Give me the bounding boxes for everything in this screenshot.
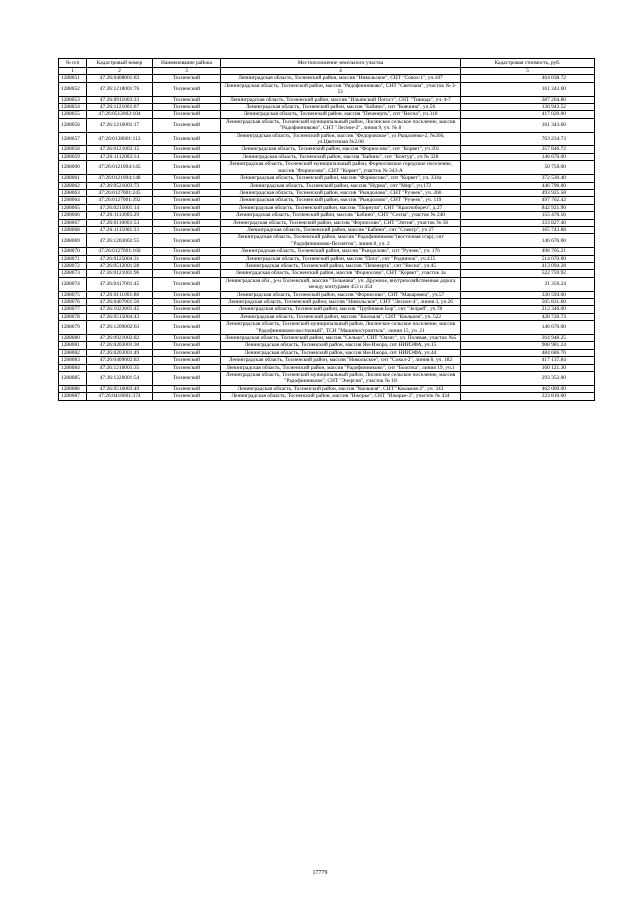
cadastral-number: 47:26:0203001:30 xyxy=(87,342,153,349)
column-number-3: 3 xyxy=(153,68,221,75)
table-row xyxy=(59,226,595,233)
column-number-1: 1 xyxy=(59,68,87,75)
cadastral-value: 161 343.60 xyxy=(461,118,595,132)
table-body xyxy=(59,75,595,400)
land-location: Ленинградская область, Тосненский район, массив "Форносово", снт "Корвет", уч 201 xyxy=(221,146,461,153)
district-name: Тосненский xyxy=(153,255,221,262)
row-number: 1288059 xyxy=(59,153,87,160)
cadastral-number: 47:26:0127001:392 xyxy=(87,197,153,204)
land-location: Ленинградская область, Тосненский район, массив "Рындолово", СНТ "Ручеек", уч. 119 xyxy=(221,197,461,204)
row-number: 1288080 xyxy=(59,335,87,342)
cadastral-value: 212 346.00 xyxy=(461,306,595,313)
row-number: 1288079 xyxy=(59,321,87,335)
cadastral-value: 333 810.00 xyxy=(461,393,595,400)
table-row xyxy=(59,182,595,189)
row-number: 1288058 xyxy=(59,146,87,153)
district-name: Тосненский xyxy=(153,234,221,248)
cadastral-value: 763 234.73 xyxy=(461,132,595,146)
row-number: 1288074 xyxy=(59,277,87,291)
land-location: Ленинградская область, Тосненский муниципальный район, Лисинское сельское поселение, массив "Радофинниково", СНТ "Энергия", участок № 18 xyxy=(221,372,461,386)
district-name: Тосненский xyxy=(153,313,221,320)
cadastral-number: 47:26:0416001:374 xyxy=(87,393,153,400)
table-row xyxy=(59,364,595,371)
land-location: Ленинградская область, Тосненский муниципальный район, Форносовское городское поселение, массив "Форносово", СНТ "Корвет", участок № 343-А xyxy=(221,161,461,175)
row-number: 1288077 xyxy=(59,306,87,313)
page-number: 17779 xyxy=(312,870,328,876)
district-name: Тосненский xyxy=(153,104,221,111)
district-name: Тосненский xyxy=(153,372,221,386)
cadastral-value: 446 790.00 xyxy=(461,182,595,189)
district-name: Тосненский xyxy=(153,96,221,103)
cadastral-number: 47:26:0512002:104 xyxy=(87,111,153,118)
cadastral-number: 47:26:0409002:83 xyxy=(87,357,153,364)
column-number-2: 2 xyxy=(87,68,153,75)
table-row xyxy=(59,146,595,153)
cadastral-value: 136 943.52 xyxy=(461,104,595,111)
land-location: Ленинградская область, Тосненский район, массив "Трубников Бор", снт "Зелрей", уч.78 xyxy=(221,306,461,313)
table-row xyxy=(59,96,595,103)
land-location: Ленинградская область, Тосненский район, массив "Ижорье", СНТ "Ижорье-3", участок № 434 xyxy=(221,393,461,400)
table-row xyxy=(59,197,595,204)
table-row xyxy=(59,189,595,196)
land-location: Ленинградская область, Тосненский район, массив "Бабино", СНТ "Сосна", участок № 240 xyxy=(221,212,461,219)
table-row xyxy=(59,161,595,175)
district-name: Тосненский xyxy=(153,248,221,255)
table-row xyxy=(59,219,595,226)
cadastral-value: 908 981.24 xyxy=(461,342,595,349)
header-cadastral-number: Кадастровый номер xyxy=(87,59,153,68)
cadastral-number: 47:26:0215001:14 xyxy=(87,204,153,211)
district-name: Тосненский xyxy=(153,262,221,269)
row-number: 1288062 xyxy=(59,182,87,189)
land-location: Ленинградская область, Тосненский район, массив "Форносово", СНТ "Корвет", участок 3а xyxy=(221,270,461,277)
land-location: Ленинградская область, Тосненский район, массив "Радофинниково", снт "Болотка", линия 19, уч.1 xyxy=(221,364,461,371)
district-name: Тосненский xyxy=(153,342,221,349)
row-number: 1288075 xyxy=(59,291,87,298)
cadastral-value: 161 343.60 xyxy=(461,82,595,96)
row-number: 1288051 xyxy=(59,75,87,82)
cadastral-number: 47:26:0921002:82 xyxy=(87,335,153,342)
land-location: Ленинградская область, Тосненский район, массив "Бабино", снт "Спектр", уч 27 xyxy=(221,226,461,233)
district-name: Тосненский xyxy=(153,226,221,233)
table-row xyxy=(59,335,595,342)
land-location: Ленинградская область, Тосненский район, массив "Бабино", снт "Контур", уч № 328 xyxy=(221,153,461,160)
cadastral-value: 413 094.28 xyxy=(461,262,595,269)
cadastral-number: 47:26:1210003:35 xyxy=(87,364,153,371)
land-location: Ленинградская область, Тосненский муниципальный район, Лисинское сельское поселение, массив "Радофинниково", СНТ "Лесное-2", линия 9, уч. № 8 xyxy=(221,118,461,132)
cadastral-number: 47:26:0516003:49 xyxy=(87,385,153,392)
cadastral-number: 47:26:1209002:63 xyxy=(87,321,153,335)
land-location: Ленинградская область, Тосненский район, массив "Никольское", снт "Сокол-2", линия 8, уч. 182 xyxy=(221,357,461,364)
district-name: Тосненский xyxy=(153,385,221,392)
cadastral-number: 47:26:1203002:55 xyxy=(87,234,153,248)
district-name: Тосненский xyxy=(153,132,221,146)
row-number: 1288085 xyxy=(59,372,87,386)
district-name: Тосненский xyxy=(153,306,221,313)
cadastral-value: 505 831.60 xyxy=(461,299,595,306)
district-name: Тосненский xyxy=(153,299,221,306)
district-name: Тосненский xyxy=(153,335,221,342)
table-row xyxy=(59,82,595,96)
land-location: Ленинградская область, Тосненский район, массив "Ильинский Погост", СНТ "Тишода", уч. 4-7 xyxy=(221,96,461,103)
cadastral-number: 47:26:1113005:29 xyxy=(87,212,153,219)
cadastral-value: 146 676.00 xyxy=(461,321,595,335)
land-location: Ленинградская область, Тосненский район, массив "Радофинниково"(восточная сгар), снт "Радофинниково-Песнятон", линия 8, уч. 2 xyxy=(221,234,461,248)
district-name: Тосненский xyxy=(153,75,221,82)
table-row xyxy=(59,349,595,356)
row-number: 1288066 xyxy=(59,212,87,219)
row-number: 1288083 xyxy=(59,357,87,364)
row-number: 1288069 xyxy=(59,234,87,248)
land-location: Ленинградская область, Тосненский район, массив "Рындолово", СНТ "Ручеек", уч. 266 xyxy=(221,189,461,196)
row-number: 1288076 xyxy=(59,299,87,306)
cadastral-value: 514 070.00 xyxy=(461,255,595,262)
table-row xyxy=(59,212,595,219)
table-row xyxy=(59,372,595,386)
row-number: 1288054 xyxy=(59,104,87,111)
cadastral-number: 47:26:1112003:14 xyxy=(87,153,153,160)
cadastral-value: 357 846.72 xyxy=(461,146,595,153)
cadastral-number: 47:26:1218001:76 xyxy=(87,82,153,96)
row-number: 1288052 xyxy=(59,82,87,96)
land-location: Ленинградская область, Тосненский район, массив "Нурма", снт "Мир", уч.172 xyxy=(221,182,461,189)
header-location: Местоположение земельного участка xyxy=(221,59,461,68)
district-name: Тосненский xyxy=(153,270,221,277)
district-name: Тосненский xyxy=(153,118,221,132)
district-name: Тосненский xyxy=(153,161,221,175)
cadastral-value: 496 705.21 xyxy=(461,248,595,255)
land-location: Ленинградская область, Тосненский район, массив "Порнуля", СНТ "Краснобореч", д.27 xyxy=(221,204,461,211)
cadastral-value: 155 476.56 xyxy=(461,212,595,219)
row-number: 1288063 xyxy=(59,189,87,196)
row-number: 1288068 xyxy=(59,226,87,233)
table-row xyxy=(59,75,595,82)
cadastral-number: 47:26:0121003:15 xyxy=(87,146,153,153)
cadastral-value: 484 686.76 xyxy=(461,349,595,356)
land-location: Ленинградская область, Тосненский район, массив "Печенерть", снт "Весна", уч.310 xyxy=(221,111,461,118)
land-location: Ленинградская область, Тосненский район, массив "Кюльяля", СНТ "Кюльяля", уч. 522 xyxy=(221,313,461,320)
district-name: Тосненский xyxy=(153,197,221,204)
district-name: Тосненский xyxy=(153,111,221,118)
cadastral-value: 464 038.72 xyxy=(461,75,595,82)
land-location: Ленинградская область, Тосненский район, массив Ям-Ижора, снт НИИЭФА, уч.44 xyxy=(221,349,461,356)
table-row xyxy=(59,175,595,182)
cadastral-number: 47:26:0911003:33 xyxy=(87,96,153,103)
row-number: 1288060 xyxy=(59,161,87,175)
land-location: Ленинградская область, Тосненский район, массив "Никольское", СНТ "Сокол-1", уч.187 xyxy=(221,75,461,82)
cadastral-number: 47:26:0408001:83 xyxy=(87,75,153,82)
land-location: Ленинградская область, Тосненский район, массив "Сельцо", СНТ "Оазис", ул. Полевая, участок №5 xyxy=(221,335,461,342)
cadastral-value: 462 000.00 xyxy=(461,385,595,392)
land-location: Ленинградская область, Тосненский район, массив "Бабино", снт "Ковчина", уч.56 xyxy=(221,104,461,111)
table-row xyxy=(59,357,595,364)
cadastral-number: 47:26:1220001:54 xyxy=(87,372,153,386)
column-number-4: 4 xyxy=(221,68,461,75)
cadastral-value: 160 121.30 xyxy=(461,364,595,371)
cadastral-number: 47:26:0203001:49 xyxy=(87,349,153,356)
table-row xyxy=(59,153,595,160)
row-number: 1288081 xyxy=(59,342,87,349)
column-number-5: 5 xyxy=(461,68,595,75)
cadastral-number: 47:26:0512001:28 xyxy=(87,262,153,269)
cadastral-number: 47:26:1121001:67 xyxy=(87,104,153,111)
land-location: Ленинградская область, Тосненский район, массив "Погл", снт "Родничок", уч.415 xyxy=(221,255,461,262)
land-location: Ленинградская область, Тосненский район, массив "Федоровское", ул Рыцаленко-2, №266, ул.Цветочная №2.08 xyxy=(221,132,461,146)
table-row xyxy=(59,291,595,298)
cadastral-number: 47:26:0127001:160 xyxy=(87,248,153,255)
cadastral-value: 50 750.00 xyxy=(461,161,595,175)
land-location: Ленинградская область, Тосненский район, массив "Форносово", СНТ "Макаровец", уч.57 xyxy=(221,291,461,298)
header-value: Кадастровая стоимость, руб. xyxy=(461,59,595,68)
land-location: Ленинградская область, Тосненский район, массив Ям-Ижора, снт НИИЭФА, уч.15 xyxy=(221,342,461,349)
row-number: 1288061 xyxy=(59,175,87,182)
table-header xyxy=(59,59,595,75)
cadastral-number: 47:26:0125004:31 xyxy=(87,255,153,262)
row-number: 1288056 xyxy=(59,118,87,132)
cadastral-value: 522 759.92 xyxy=(461,270,595,277)
table-row xyxy=(59,234,595,248)
table-row xyxy=(59,104,595,111)
row-number: 1288053 xyxy=(59,96,87,103)
land-location: Ленинградская область, Тосненский район, массив "Кюльяля", СНТ "Кюльяля-2", уч. 343 xyxy=(221,385,461,392)
cadastral-number: 47:26:0521003:73 xyxy=(87,182,153,189)
cadastral-number: 47:26:1115001:33 xyxy=(87,226,153,233)
cadastral-number: 47:26:0407001:50 xyxy=(87,299,153,306)
cadastral-value: 387 264.80 xyxy=(461,96,595,103)
cadastral-value: 264 948.25 xyxy=(461,335,595,342)
table-row xyxy=(59,277,595,291)
district-name: Тосненский xyxy=(153,393,221,400)
table-row xyxy=(59,385,595,392)
district-name: Тосненский xyxy=(153,291,221,298)
table-row xyxy=(59,393,595,400)
cadastral-number: 47:26:1216001:17 xyxy=(87,118,153,132)
row-number: 1288082 xyxy=(59,349,87,356)
table-row xyxy=(59,204,595,211)
district-name: Тосненский xyxy=(153,175,221,182)
cadastral-value: 417 020.00 xyxy=(461,111,595,118)
cadastral-value: 428 720.73 xyxy=(461,313,595,320)
cadastral-number: 47:26:1023001:45 xyxy=(87,306,153,313)
district-name: Тосненский xyxy=(153,212,221,219)
district-name: Тосненский xyxy=(153,349,221,356)
cadastral-value: 842 921.90 xyxy=(461,204,595,211)
cadastral-value: 493 925.58 xyxy=(461,189,595,196)
table-row xyxy=(59,313,595,320)
row-number: 1288057 xyxy=(59,132,87,146)
row-number: 1288078 xyxy=(59,313,87,320)
header-num: № п/п xyxy=(59,59,87,68)
table-row xyxy=(59,248,595,255)
land-location: Ленинградская область, Тосненский район, массив "Печенерть", снт "Весна", уч.45 xyxy=(221,262,461,269)
table-row xyxy=(59,262,595,269)
cadastral-number: 47:26:0121001:96 xyxy=(87,270,153,277)
cadastral-number: 47:26:0138001:112 xyxy=(87,132,153,146)
cadastral-value: 333 827.40 xyxy=(461,219,595,226)
land-location: Ленинградская обл., р-н Тосненский, массив "Тельмана", уч. Дружное, внутрихозяйственная дорога между контурами 453 и 454 xyxy=(221,277,461,291)
cadastral-value: 146 676.00 xyxy=(461,234,595,248)
cadastral-number: 47:26:0127001:245 xyxy=(87,189,153,196)
table-row xyxy=(59,132,595,146)
district-name: Тосненский xyxy=(153,189,221,196)
district-name: Тосненский xyxy=(153,182,221,189)
row-number: 1288055 xyxy=(59,111,87,118)
cadastral-number: 47:26:0121004:148 xyxy=(87,175,153,182)
district-name: Тосненский xyxy=(153,219,221,226)
cadastral-value: 372 530.40 xyxy=(461,175,595,182)
cadastral-value: 146 676.00 xyxy=(461,153,595,160)
row-number: 1288087 xyxy=(59,393,87,400)
cadastral-number: 47:26:0417001:45 xyxy=(87,277,153,291)
cadastral-value: 165 743.88 xyxy=(461,226,595,233)
cadastral-value: 330 594.00 xyxy=(461,291,595,298)
district-name: Тосненский xyxy=(153,277,221,291)
land-location: Ленинградская область, Тосненский муниципальный район, Лисинское сельское поселение, массив "Радофинниково-восточный", ТСН "Машиностроитель", линия 15, уч. 21 xyxy=(221,321,461,335)
table-row xyxy=(59,321,595,335)
row-number: 1288086 xyxy=(59,385,87,392)
table-row xyxy=(59,255,595,262)
row-number: 1288084 xyxy=(59,364,87,371)
cadastral-number: 47:26:0111001:88 xyxy=(87,291,153,298)
table-row xyxy=(59,118,595,132)
district-name: Тосненский xyxy=(153,82,221,96)
cadastral-number: 47:26:0515004:43 xyxy=(87,313,153,320)
cadastral-number: 47:26:0121004:145 xyxy=(87,161,153,175)
row-number: 1288070 xyxy=(59,248,87,255)
district-name: Тосненский xyxy=(153,153,221,160)
cadastral-number: 47:26:0110001:53 xyxy=(87,219,153,226)
land-location: Ленинградская область, Тосненский район, массив "Рындолово", снт "Ручеек", уч. 176 xyxy=(221,248,461,255)
table-row xyxy=(59,111,595,118)
table-row xyxy=(59,342,595,349)
district-name: Тосненский xyxy=(153,357,221,364)
land-location: Ленинградская область, Тосненский район, массив "Форносово", СНТ "Энтия", участок № 56 xyxy=(221,219,461,226)
row-number: 1288071 xyxy=(59,255,87,262)
table-row xyxy=(59,270,595,277)
header-district: Наименование района xyxy=(153,59,221,68)
cadastral-table xyxy=(58,58,595,401)
district-name: Тосненский xyxy=(153,146,221,153)
row-number: 1288072 xyxy=(59,262,87,269)
table-row xyxy=(59,299,595,306)
row-number: 1288067 xyxy=(59,219,87,226)
district-name: Тосненский xyxy=(153,321,221,335)
cadastral-value: 497 702.42 xyxy=(461,197,595,204)
table-row xyxy=(59,306,595,313)
land-location: Ленинградская область, Тосненский район, массив "Рядофинниково", СНТ "Светлана", участок № 3-51 xyxy=(221,82,461,96)
district-name: Тосненский xyxy=(153,364,221,371)
district-name: Тосненский xyxy=(153,204,221,211)
land-location: Ленинградская область, Тосненский район, массив "Никольское", СНТ "Лесное-4", линия 3, уч.26 xyxy=(221,299,461,306)
cadastral-value: 293 352.00 xyxy=(461,372,595,386)
row-number: 1288064 xyxy=(59,197,87,204)
land-location: Ленинградская область, Тосненский район, массив "Форносово", снт "Корвет", уч. 334а xyxy=(221,175,461,182)
cadastral-value: 417 137.84 xyxy=(461,357,595,364)
row-number: 1288065 xyxy=(59,204,87,211)
row-number: 1288073 xyxy=(59,270,87,277)
cadastral-value: 31 350.24 xyxy=(461,277,595,291)
